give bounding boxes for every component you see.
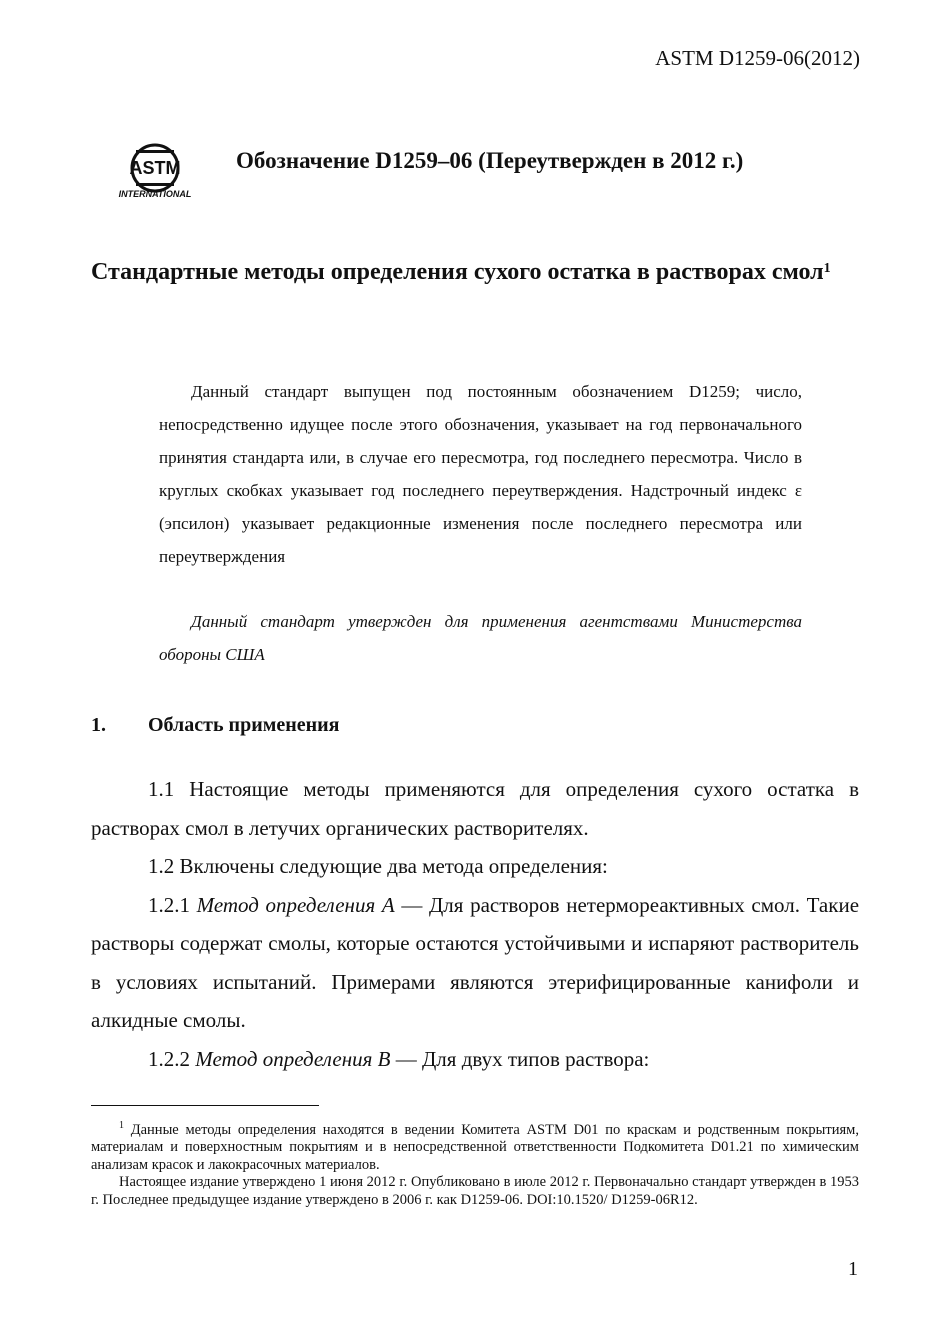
page-number: 1 [848, 1258, 858, 1280]
document-title [91, 252, 859, 293]
approval-statement: Данный стандарт утвержден для применения агентствами Министерства обороны США [159, 612, 802, 664]
footnotes [91, 1117, 859, 1209]
paragraph-1-2-2 [91, 1040, 859, 1079]
clause-number: 1.2.2 [148, 1046, 190, 1071]
method-a-text: — Для растворов нетермореактивных смол. Такие растворы содержат смолы, которые остаются устойчивыми и испаряют растворитель в условиях испытаний. Примерами являются этерифицированные канифоли и алкидные смолы. [91, 892, 860, 1032]
section-1-heading [91, 714, 340, 737]
paragraph-1-2-1 [91, 886, 859, 1040]
standard-notice: Данный стандарт выпущен под постоянным обозначением D1259; число, непосредственно идущее после этого обозначения, указывает на год первоначального принятия стандарта или, в случае его пересмотра, год последнего пересмотра. Число в круглых скобках указывает год последнего переутверждения. Надстрочный индекс ε (эпсилон) указывает редакционные изменения после последнего пересмотра или переутверждения [159, 382, 802, 566]
footnote-separator [91, 1105, 319, 1106]
astm-logo [112, 128, 198, 200]
title-footnote-ref[interactable]: 1 [823, 261, 831, 276]
logo-emblem-text: ASTM [129, 158, 181, 178]
footnote-edition: Настоящее издание утверждено 1 июня 2012 г. Опубликовано в июле 2012 г. Первоначально стандарт утвержден в 1953 г. Последнее предыдущее издание утверждено в 2006 г. как D1259-06. DOI:10.1520/ D1259-06R12. [91, 1174, 859, 1208]
clause-number: 1.2.1 [148, 892, 190, 917]
paragraph-1-2: 1.2 Включены следующие два метода определения: [148, 854, 608, 878]
standard-code-header: ASTM D1259-06(2012) [655, 46, 860, 70]
section-number: 1. [91, 714, 106, 736]
section-1-body [91, 770, 859, 1078]
method-a-label: Метод определения A [196, 892, 395, 917]
paragraph-1-1: 1.1 Настоящие методы применяются для определения сухого остатка в растворах смол в летучих органических растворителях. [91, 777, 859, 840]
designation-heading: Обозначение D1259–06 (Переутвержден в 2012 г.) [236, 148, 744, 173]
logo-caption: INTERNATIONAL [118, 189, 192, 199]
section-title: Область применения [148, 714, 340, 736]
method-b-label: Метод определения B [195, 1046, 391, 1071]
footnote-marker: 1 [119, 1120, 124, 1131]
title-text: Стандартные методы определения сухого остатка в растворах смол [91, 259, 824, 285]
footnote-1 [91, 1117, 859, 1174]
footnote-1-text: Данные методы определения находятся в ведении Комитета ASTM D01 по краскам и родственным покрытиям, материалам и поверхностным покрытиям и в непосредственной ответственности Подкомитета D01.21 по химическим анализам красок и лакокрасочных материалов. [91, 1121, 859, 1173]
method-b-text: — Для двух типов раствора: [390, 1046, 650, 1071]
